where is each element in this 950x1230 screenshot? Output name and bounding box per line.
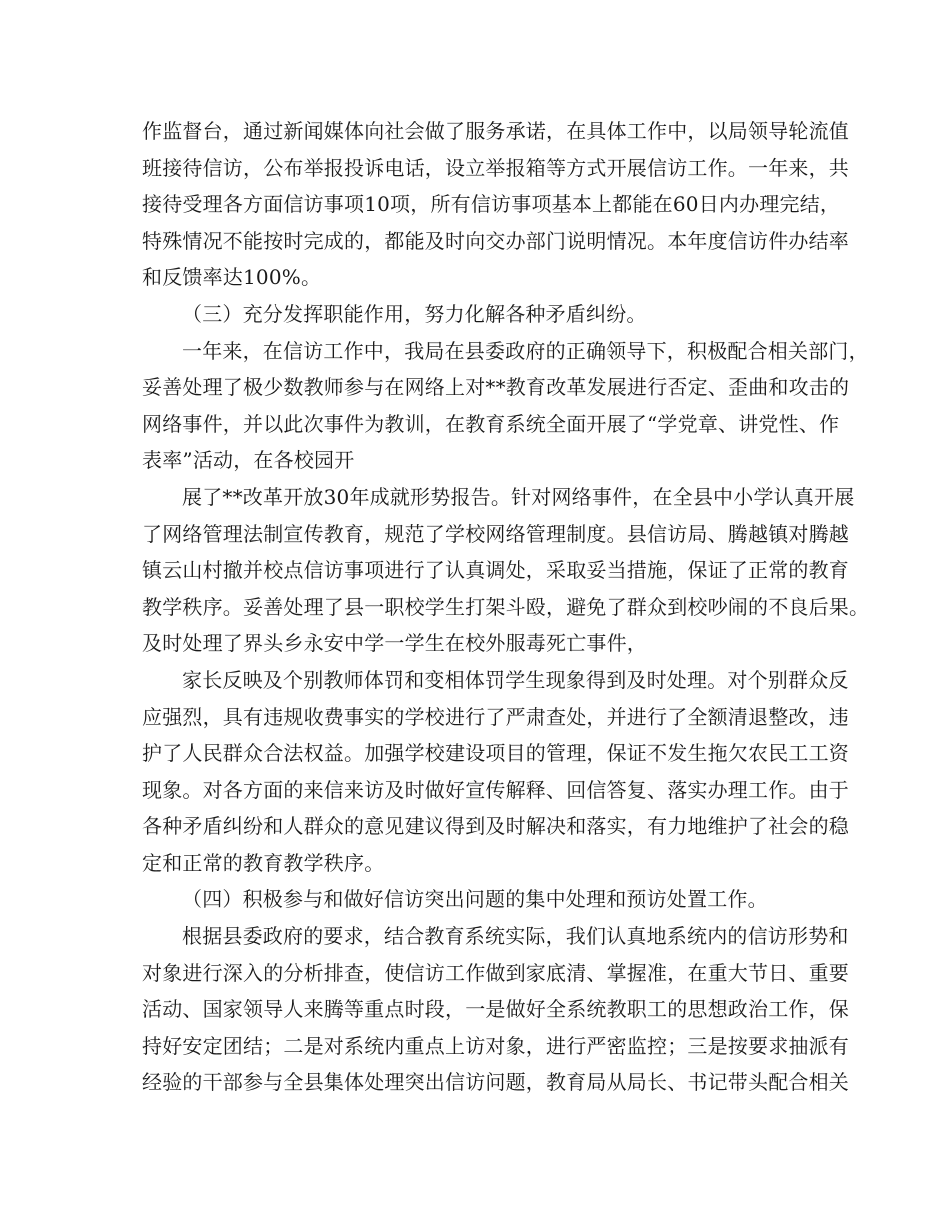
text-line: （三）充分发挥职能作用，努力化解各种矛盾纠纷。 [182, 301, 647, 326]
text-line: 妥善处理了极少数教师参与在网络上对**教育改革发展进行否定、歪曲和攻击的 [142, 375, 850, 400]
document-page [142, 113, 870, 1101]
text-line: 镇云山村撤并校点信访事项进行了认真调处，采取妥当措施，保证了正常的教育 [142, 558, 849, 583]
text-line: 班接待信访，公布举报投诉电话，设立举报箱等方式开展信访工作。一年来，共 [142, 155, 849, 180]
text-line: 接待受理各方面信访事项10项，所有信访事项基本上都能在60日内办理完结， [142, 192, 841, 217]
text-line: 一年来，在信访工作中，我局在县委政府的正确领导下，积极配合相关部门， [182, 338, 869, 363]
text-line: 现象。对各方面的来信来访及时做好宣传解释、回信答复、落实办理工作。由于 [142, 777, 849, 802]
text-line: （四）积极参与和做好信访突出问题的集中处理和预访处置工作。 [182, 887, 768, 912]
text-line: 对象进行深入的分析排查，使信访工作做到家底清、掌握准，在重大节日、重要 [142, 960, 849, 985]
text-line: 各种矛盾纠纷和人群众的意见建议得到及时解决和落实，有力地维护了社会的稳 [142, 814, 849, 839]
text-line: 经验的干部参与全县集体处理突出信访问题，教育局从局长、书记带头配合相关 [142, 1070, 849, 1095]
text-line: 护了人民群众合法权益。加强学校建设项目的管理，保证不发生拖欠农民工工资 [142, 741, 849, 766]
text-line: 和反馈率达100%。 [142, 265, 322, 290]
text-line: 家长反映及个别教师体罚和变相体罚学生现象得到及时处理。对个别群众反 [182, 667, 849, 692]
text-line: 特殊情况不能按时完成的，都能及时向交办部门说明情况。本年度信访件办结率 [142, 228, 849, 253]
text-line: 持好安定团结；二是对系统内重点上访对象，进行严密监控；三是按要求抽派有 [142, 1033, 849, 1058]
text-line: 展了**改革开放30年成就形势报告。针对网络事件，在全县中小学认真开展 [182, 484, 855, 509]
text-line: 活动、国家领导人来腾等重点时段，一是做好全系统教职工的思想政治工作，保 [142, 997, 849, 1022]
text-line: 作监督台，通过新闻媒体向社会做了服务承诺，在具体工作中，以局领导轮流值 [142, 119, 849, 143]
text-line: 网络事件，并以此次事件为教训，在教育系统全面开展了“学党章、讲党性、作 [142, 411, 840, 436]
text-line: 及时处理了界头乡永安中学一学生在校外服毒死亡事件， [142, 631, 647, 656]
text-line: 表率”活动，在各校园开 [142, 448, 355, 473]
text-line: 教学秩序。妥善处理了县一职校学生打架斗殴，避免了群众到校吵闹的不良后果。 [142, 594, 870, 619]
text-line: 根据县委政府的要求，结合教育系统实际，我们认真地系统内的信访形势和 [182, 924, 849, 949]
text-line: 定和正常的教育教学秩序。 [142, 850, 385, 875]
text-line: 了网络管理法制宣传教育，规范了学校网络管理制度。县信访局、腾越镇对腾越 [142, 521, 849, 546]
text-line: 应强烈，具有违规收费事实的学校进行了严肃查处，并进行了全额清退整改，违 [142, 704, 849, 729]
